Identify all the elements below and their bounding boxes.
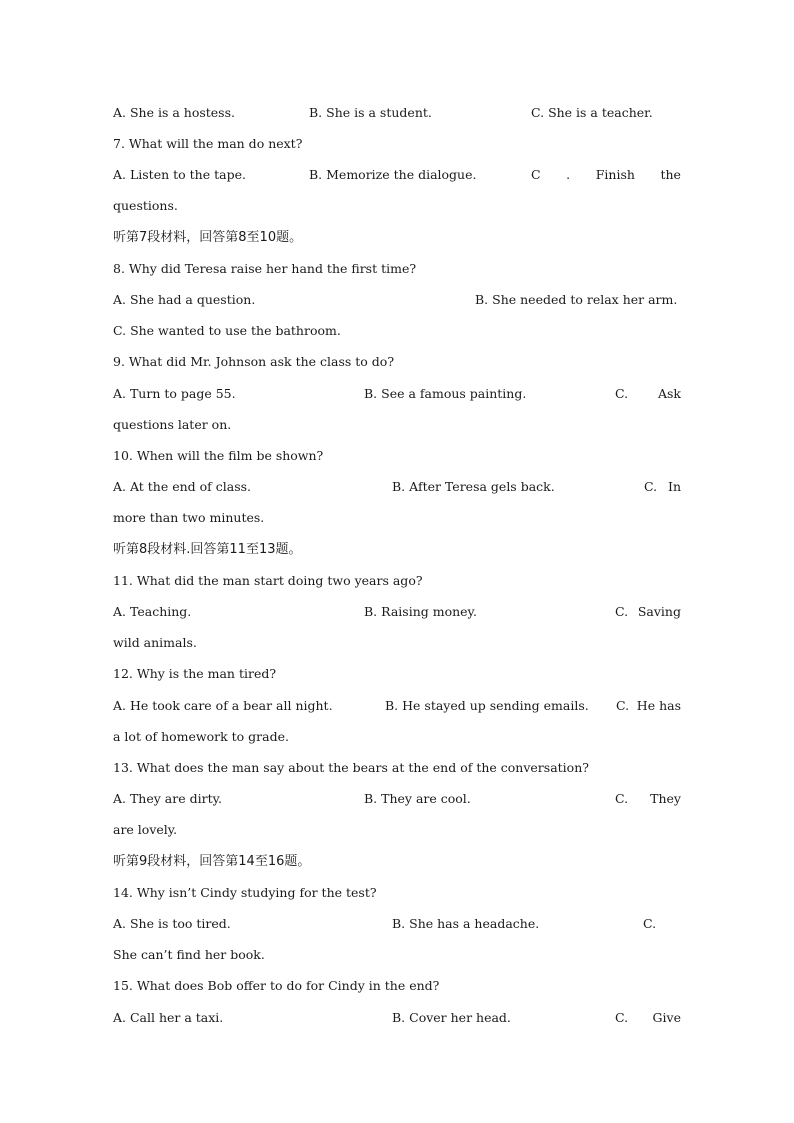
option-c: C. In — [644, 479, 681, 494]
question-7: 7. What will the man do next? — [113, 136, 303, 151]
option-a: A. Turn to page 55. — [113, 386, 236, 401]
option-a: A. Teaching. — [113, 604, 192, 619]
option-a: A. She is too tired. — [113, 916, 231, 931]
question-12: 12. Why is the man tired? — [113, 666, 277, 681]
option-c: C. They — [615, 791, 681, 806]
option-c-continuation: questions later on. — [113, 417, 232, 432]
options-row — [113, 602, 681, 622]
question-14: 14. Why isn’t Cindy studying for the test? — [113, 885, 377, 900]
option-a: A. Call her a taxi. — [113, 1010, 224, 1025]
options-row — [113, 165, 681, 185]
option-b: B. She is a student. — [309, 105, 432, 120]
question-15: 15. What does Bob offer to do for Cindy in the end? — [113, 978, 440, 993]
option-c: C . Finish the — [531, 167, 681, 182]
question-8: 8. Why did Teresa raise her hand the first time? — [113, 261, 417, 276]
option-b: B. Memorize the dialogue. — [309, 167, 477, 182]
option-c: C. — [643, 916, 657, 931]
option-c: C. She is a teacher. — [531, 105, 653, 120]
option-a: A. She had a question. — [113, 292, 256, 307]
option-b: B. Cover her head. — [392, 1010, 511, 1025]
option-a: A. Listen to the tape. — [113, 167, 246, 182]
options-row — [113, 1008, 681, 1028]
options-row — [113, 290, 681, 310]
section-heading: 听第9段材料，回答第14至16题。 — [113, 854, 311, 869]
option-a: A. She is a hostess. — [113, 105, 235, 120]
option-c-continuation: a lot of homework to grade. — [113, 729, 289, 744]
option-b: B. She needed to relax her arm. — [475, 292, 678, 307]
option-b: B. See a famous painting. — [364, 386, 527, 401]
option-c: C. Ask — [615, 386, 681, 401]
option-c-continuation: more than two minutes. — [113, 510, 265, 525]
option-c: C. She wanted to use the bathroom. — [113, 323, 341, 338]
question-10: 10. When will the film be shown? — [113, 448, 324, 463]
option-c: C. He has — [616, 698, 681, 713]
question-11: 11. What did the man start doing two years ago? — [113, 573, 423, 588]
options-row — [113, 914, 681, 934]
options-row — [113, 696, 681, 716]
options-row — [113, 789, 681, 809]
option-c-continuation: are lovely. — [113, 822, 178, 837]
option-b: B. Raising money. — [364, 604, 477, 619]
option-c: C. Give — [615, 1010, 681, 1025]
section-heading: 听第7段材料，回答第8至10题。 — [113, 230, 303, 245]
option-c: C. Saving — [615, 604, 681, 619]
option-c-continuation: questions. — [113, 198, 178, 213]
options-row — [113, 477, 681, 497]
option-a: A. At the end of class. — [113, 479, 252, 494]
option-b: B. She has a headache. — [392, 916, 540, 931]
question-9: 9. What did Mr. Johnson ask the class to do? — [113, 354, 395, 369]
option-b: B. After Teresa gels back. — [392, 479, 555, 494]
options-row — [113, 103, 681, 123]
option-b: B. He stayed up sending emails. — [385, 698, 589, 713]
option-c-continuation: She can’t find her book. — [113, 947, 265, 962]
section-heading: 听第8段材料.回答第11至13题。 — [113, 542, 302, 557]
option-a: A. They are dirty. — [113, 791, 222, 806]
options-row — [113, 384, 681, 404]
question-13: 13. What does the man say about the bears at the end of the conversation? — [113, 760, 589, 775]
option-c-continuation: wild animals. — [113, 635, 197, 650]
option-a: A. He took care of a bear all night. — [113, 698, 333, 713]
option-b: B. They are cool. — [364, 791, 471, 806]
